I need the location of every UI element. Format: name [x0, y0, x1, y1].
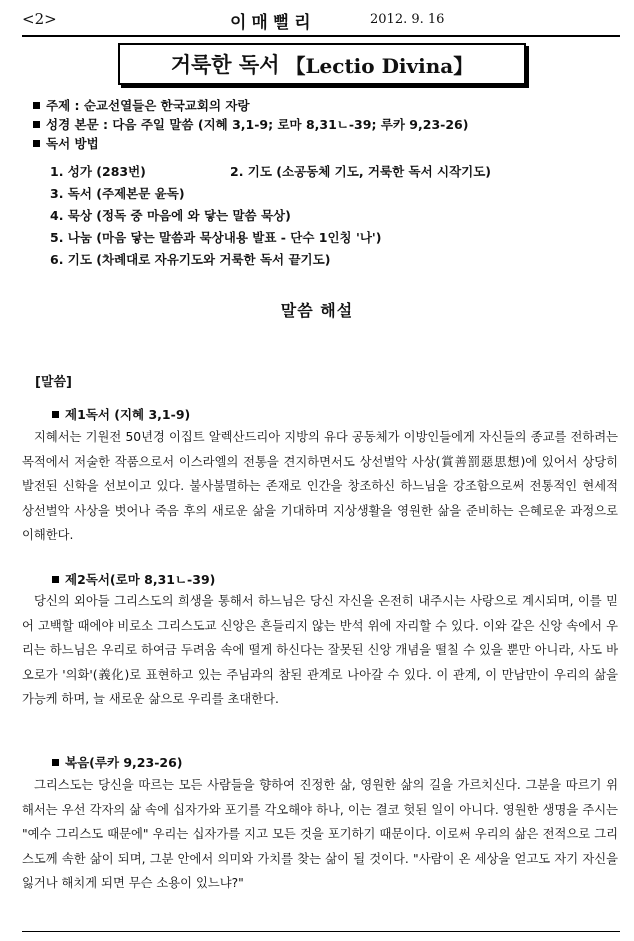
step-item: 6. 기도 (차례대로 자유기도와 거룩한 독서 끝기도) [50, 252, 331, 267]
step-item: 4. 묵상 (정독 중 마음에 와 닿는 말씀 묵상) [50, 208, 291, 223]
word-label: [말씀] [35, 375, 72, 390]
reading-heading-text: 제1독서 (지혜 3,1-9) [65, 407, 191, 422]
scripture-row [33, 115, 468, 134]
reading-heading-2 [52, 570, 215, 588]
reading-paragraph-1: 지혜서는 기원전 50년경 이집트 알렉산드리아 지방의 유다 공동체가 이방인들에게 자신들의 종교를 전하려는 목적에서 저술한 작품으로서 이스라엘의 전통을 견지하면서도 상선벌악 사상(賞善罰惡思想)에 있어서 상당히 발전된 신학을 선보이고 있다. 불사불멸하는 존재로 인간을 창조하신 하느님을 강조함으로써 전통적인 현세적 상선벌악 사상을 벗어나 죽음 후의 새로운 삶을 기대하며 지상생활을 영원한 삶을 준비하는 은혜로운 과정으로 이해한다. [22, 430, 618, 543]
step-item: 1. 성가 (283번) [50, 164, 146, 179]
scripture-text: 성경 본문 : 다음 주일 말씀 (지혜 3,1-9; 로마 8,31ㄴ-39; 루카 9,23-26) [46, 117, 469, 132]
issue-date: 2012. 9. 16 [370, 12, 445, 27]
reading-heading-3 [52, 753, 183, 771]
theme-row [33, 96, 468, 115]
reading-heading-text: 제2독서(로마 8,31ㄴ-39) [65, 572, 216, 587]
page-number: <2> [22, 10, 57, 28]
step-item: 5. 나눔 (마음 닿는 말씀과 묵상내용 발표 - 단수 1인칭 '나') [50, 230, 382, 245]
square-bullet-icon [52, 759, 59, 766]
method-row [33, 134, 468, 153]
square-bullet-icon [33, 140, 40, 147]
step-item: 3. 독서 (주제본문 윤독) [50, 186, 185, 201]
title-latin: 【Lectio Divina】 [285, 53, 474, 78]
header-divider [22, 35, 620, 37]
step-item: 2. 기도 (소공동체 기도, 거룩한 독서 시작기도) [230, 164, 492, 179]
square-bullet-icon [52, 576, 59, 583]
newsletter-name: 이매뻘리 [230, 13, 316, 33]
square-bullet-icon [52, 411, 59, 418]
square-bullet-icon [33, 121, 40, 128]
title-box [118, 43, 526, 85]
info-block [33, 96, 468, 153]
theme-text: 주제 : 순교선열들은 한국교회의 자랑 [46, 98, 250, 113]
steps-row-1 [50, 161, 492, 183]
title-korean: 거룩한 독서 [170, 53, 280, 77]
square-bullet-icon [33, 102, 40, 109]
method-heading: 독서 방법 [46, 136, 99, 151]
commentary-title: 말씀 해설 [280, 301, 354, 320]
reading-heading-text: 복음(루카 9,23-26) [65, 755, 183, 770]
page-header [22, 8, 620, 36]
reading-heading-1 [52, 405, 190, 423]
reading-paragraph-2: 당신의 외아들 그리스도의 희생을 통해서 하느님은 당신 자신을 온전히 내주시는 사랑으로 계시되며, 이를 믿어 고백할 때에야 비로소 그리스도교 신앙은 흔들리지 않는 반석 위에 자리할 수 있다. 이와 같은 신앙 속에서 우리는 하느님은 우리로 하여금 두려움 속에 떨게 하신다는 잘못된 신앙 개념을 떨칠 수 있을 뿐만 아니라, 사도 바오로가 '의화'(義化)로 표현하고 있는 주님과의 참된 관계로 나아갈 수 있다. 이 관계, 이 만남만이 우리의 삶을 가능케 하며, 늘 새로운 삶으로 우리를 초대한다. [22, 594, 618, 707]
reading-paragraph-3: 그리스도는 당신을 따르는 모든 사람들을 향하여 진정한 삶, 영원한 삶의 길을 가르치신다. 그분을 따르기 위해서는 우선 각자의 삶 속에 십자가와 포기를 각오해야 하나, 이는 결코 헛된 일이 아니다. 영원한 생명을 주시는 "예수 그리스도 때문에" 우리는 십자가를 지고 모든 것을 포기하기 때문이다. 이로써 우리의 삶은 전적으로 그리스도께 속한 삶이 되며, 그분 안에서 의미와 가치를 찾는 삶이 될 것이다. "사람이 온 세상을 얻고도 자기 자신을 잃거나 해치게 되면 무슨 소용이 있느냐?" [22, 778, 618, 891]
method-steps [50, 161, 492, 271]
footer-divider [22, 931, 620, 932]
